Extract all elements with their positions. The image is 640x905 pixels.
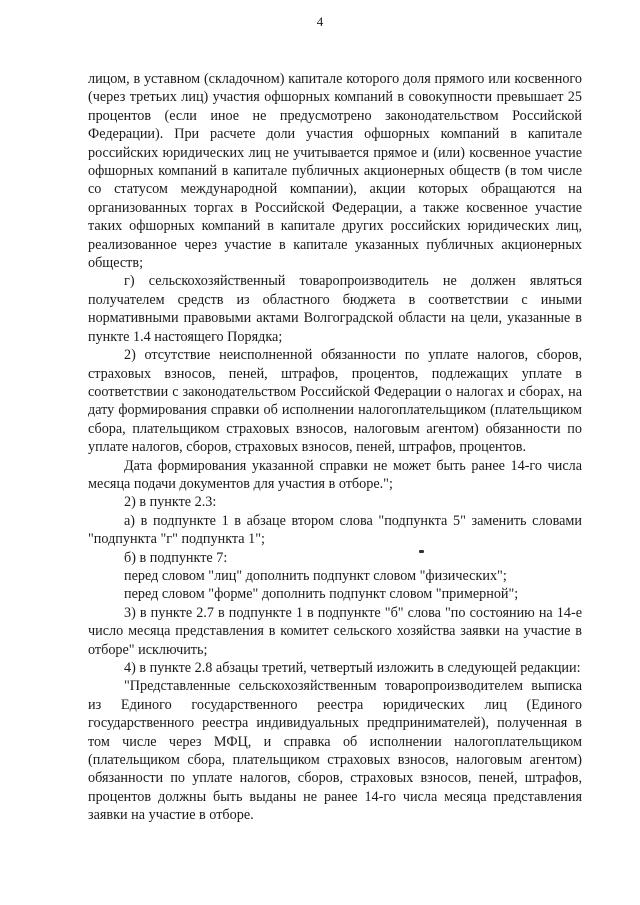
paragraph-before-forme: перед словом "форме" дополнить подпункт словом "примерной"; — [124, 586, 519, 603]
paragraph-point-2-7: 3) в пункте 2.7 в подпункте 1 в подпункте "б" слова "по состоянию на 14-е число месяца представления в комитет сельского хозяйства заявки на участие в отборе" исключить; — [88, 604, 582, 658]
paragraph-offshore-continuation: лицом, в уставном (складочном) капитале которого доля прямого или косвенного (через третьих лиц) участия офшорных компаний в совокупности превышает 25 процентов (если иное не предусмотрено законодательством Российской Федерации). При расчете доли участия офшорных компаний в капитале российских юридических лиц не учитывается прямое и (или) косвенное участие офшорных компаний в капитале публичных акционерных обществ (в том числе со статусом международной компании), акции которых обращаются на организованных торгах в Российской Федерации, а также косвенное участие таких офшорных компаний в капитале других российских юридических лиц, реализованное через участие в капитале указанных публичных акционерных обществ; — [88, 71, 582, 272]
paragraph-subitem-b: б) в подпункте 7: — [124, 549, 228, 566]
paragraph-before-lic: перед словом "лиц" дополнить подпункт словом "физических"; — [124, 567, 507, 584]
paragraph-point-2-3: 2) в пункте 2.3: — [124, 494, 217, 511]
document-body — [88, 70, 582, 825]
paragraph-item-2-taxes: 2) отсутствие неисполненной обязанности по уплате налогов, сборов, страховых взносов, пеней, штрафов, процентов, подлежащих уплате в соответствии с законодательством Российской Федерации о налогах и сборах, на дату формирования справки об исполнении налогоплательщиком (плательщиком сбора, плательщиком страховых взносов, налоговым агентом) обязанности по уплате налогов, сборов, страховых взносов, пеней, штрафов, процентов. — [88, 347, 582, 456]
paragraph-new-wording: "Представленные сельскохозяйственным товаропроизводителем выписка из Единого государственного реестра юридических лиц (Единого государственного реестра индивидуальных предпринимателей), полученная в том числе через МФЦ, и справка об исполнении налогоплательщиком (плательщиком сбора, плательщиком страховых взносов, налоговым агентом) обязанности по уплате налогов, сборов, страховых взносов, пеней, штрафов, процентов должны быть выданы не ранее 14-го числа месяца представления заявки на участие в отборе. — [88, 678, 582, 824]
paragraph-certificate-date: Дата формирования указанной справки не может быть ранее 14-го числа месяца подачи документов для участия в отборе."; — [88, 457, 582, 492]
paragraph-subitem-a: а) в подпункте 1 в абзаце втором слова "подпункта 5" заменить словами "подпункта "г" подпункта 1"; — [88, 512, 582, 548]
paragraph-point-2-8: 4) в пункте 2.8 абзацы третий, четвертый изложить в следующей редакции: — [124, 660, 581, 676]
scan-speck — [419, 550, 424, 553]
paragraph-item-g: г) сельскохозяйственный товаропроизводитель не должен являться получателем средств из областного бюджета в соответствии с иными нормативными правовыми актами Волгоградской области на цели, указанные в пункте 1.4 настоящего Порядка; — [88, 273, 582, 345]
page-number: 4 — [316, 14, 324, 29]
